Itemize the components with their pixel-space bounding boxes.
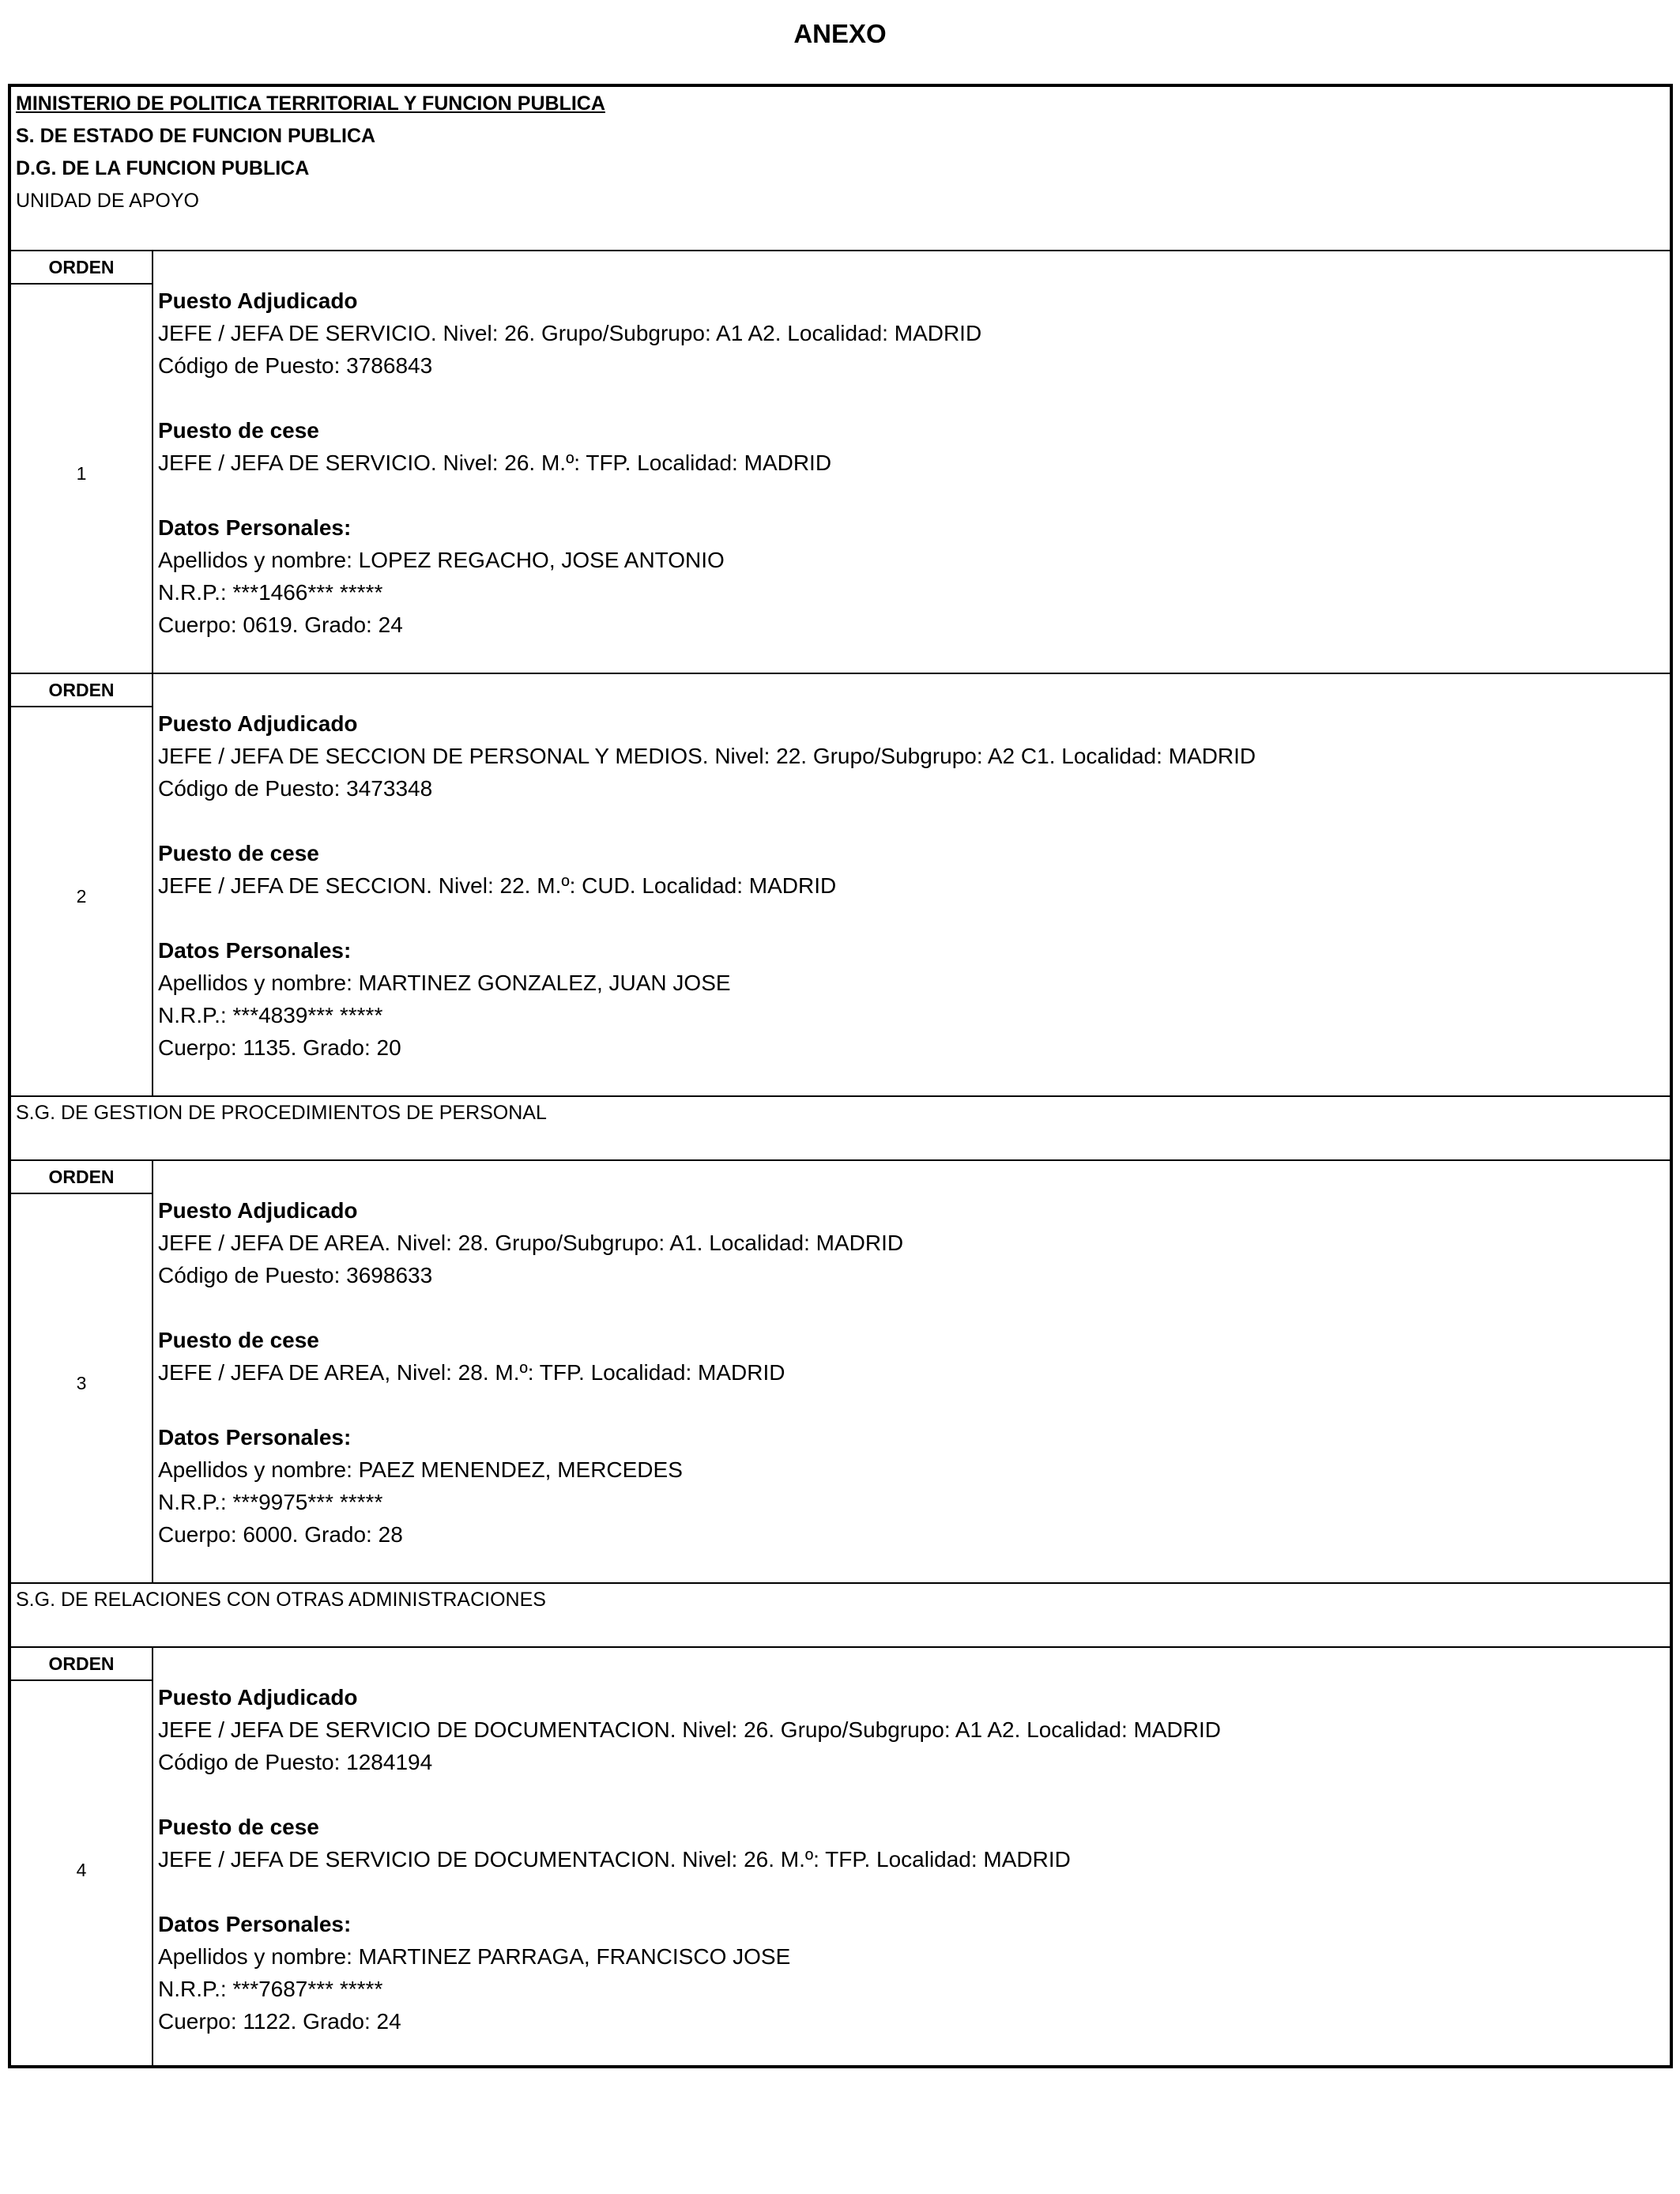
entry-content <box>158 1194 903 1551</box>
puesto-adjudicado-label: Puesto Adjudicado <box>158 1685 358 1710</box>
codigo-puesto: Código de Puesto: 1284194 <box>158 1750 433 1774</box>
puesto-adjudicado-value: JEFE / JEFA DE SERVICIO DE DOCUMENTACION. Nivel: 26. Grupo/Subgrupo: A1 A2. Localidad: MADRID <box>158 1717 1221 1742</box>
entry-row <box>11 1648 1670 2068</box>
entry-row <box>11 1161 1670 1582</box>
entry-content <box>158 1681 1221 2038</box>
nrp: N.R.P.: ***9975*** ***** <box>158 1490 383 1514</box>
puesto-adjudicado-value: JEFE / JEFA DE SECCION DE PERSONAL Y MEDIOS. Nivel: 22. Grupo/Subgrupo: A2 C1. Localidad: MADRID <box>158 744 1256 768</box>
annex-table <box>8 84 1673 2068</box>
entry-content <box>158 707 1256 1064</box>
puesto-cese-label: Puesto de cese <box>158 841 319 865</box>
puesto-adjudicado-label: Puesto Adjudicado <box>158 711 358 736</box>
datos-personales-label: Datos Personales: <box>158 1425 352 1449</box>
codigo-puesto: Código de Puesto: 3473348 <box>158 776 433 801</box>
puesto-cese-value: JEFE / JEFA DE AREA, Nivel: 28. M.º: TFP. Localidad: MADRID <box>158 1360 785 1385</box>
unidad-label: UNIDAD DE APOYO <box>16 190 199 212</box>
nrp: N.R.P.: ***1466*** ***** <box>158 580 383 605</box>
puesto-adjudicado-label: Puesto Adjudicado <box>158 288 358 313</box>
orden-header: ORDEN <box>11 251 152 285</box>
entry-content <box>158 285 981 641</box>
orden-header: ORDEN <box>11 674 152 707</box>
nrp: N.R.P.: ***7687*** ***** <box>158 1977 383 2001</box>
ministerio-label: MINISTERIO DE POLITICA TERRITORIAL Y FUNCION PUBLICA <box>16 92 605 115</box>
cuerpo-grado: Cuerpo: 6000. Grado: 28 <box>158 1522 403 1547</box>
orden-number: 1 <box>76 463 87 484</box>
apellidos-nombre: Apellidos y nombre: MARTINEZ PARRAGA, FRANCISCO JOSE <box>158 1944 791 1969</box>
subunit-header: S.G. DE GESTION DE PROCEDIMIENTOS DE PERSONAL <box>16 1102 547 1124</box>
orden-cell <box>11 251 153 673</box>
orden-number: 2 <box>76 886 87 907</box>
orden-header: ORDEN <box>11 1161 152 1194</box>
secretaria-label: S. DE ESTADO DE FUNCION PUBLICA <box>16 125 376 147</box>
datos-personales-label: Datos Personales: <box>158 515 352 540</box>
puesto-cese-value: JEFE / JEFA DE SERVICIO. Nivel: 26. M.º: TFP. Localidad: MADRID <box>158 450 832 475</box>
apellidos-nombre: Apellidos y nombre: LOPEZ REGACHO, JOSE ANTONIO <box>158 548 725 572</box>
datos-personales-label: Datos Personales: <box>158 938 352 963</box>
puesto-adjudicado-value: JEFE / JEFA DE SERVICIO. Nivel: 26. Grupo/Subgrupo: A1 A2. Localidad: MADRID <box>158 321 982 345</box>
cuerpo-grado: Cuerpo: 1135. Grado: 20 <box>158 1035 401 1060</box>
puesto-cese-label: Puesto de cese <box>158 1328 319 1352</box>
entry-row <box>11 251 1670 673</box>
subunit-header: S.G. DE RELACIONES CON OTRAS ADMINISTRACIONES <box>16 1589 546 1611</box>
puesto-cese-label: Puesto de cese <box>158 418 319 443</box>
apellidos-nombre: Apellidos y nombre: PAEZ MENENDEZ, MERCEDES <box>158 1457 683 1482</box>
puesto-cese-label: Puesto de cese <box>158 1815 319 1839</box>
cuerpo-grado: Cuerpo: 1122. Grado: 24 <box>158 2009 401 2034</box>
codigo-puesto: Código de Puesto: 3698633 <box>158 1263 433 1287</box>
orden-number: 4 <box>76 1860 87 1880</box>
puesto-cese-value: JEFE / JEFA DE SERVICIO DE DOCUMENTACION. Nivel: 26. M.º: TFP. Localidad: MADRID <box>158 1847 1071 1872</box>
orden-cell <box>11 1161 153 1582</box>
orden-cell <box>11 1648 153 2068</box>
page-title: ANEXO <box>793 19 887 48</box>
orden-number: 3 <box>76 1373 87 1393</box>
datos-personales-label: Datos Personales: <box>158 1912 352 1936</box>
divider <box>11 1582 1670 1584</box>
nrp: N.R.P.: ***4839*** ***** <box>158 1003 383 1027</box>
divider <box>11 1095 1670 1097</box>
puesto-adjudicado-value: JEFE / JEFA DE AREA. Nivel: 28. Grupo/Subgrupo: A1. Localidad: MADRID <box>158 1231 904 1255</box>
orden-header: ORDEN <box>11 1648 152 1681</box>
direccion-label: D.G. DE LA FUNCION PUBLICA <box>16 157 310 179</box>
codigo-puesto: Código de Puesto: 3786843 <box>158 353 433 378</box>
apellidos-nombre: Apellidos y nombre: MARTINEZ GONZALEZ, JUAN JOSE <box>158 971 731 995</box>
entry-row <box>11 674 1670 1095</box>
puesto-cese-value: JEFE / JEFA DE SECCION. Nivel: 22. M.º: CUD. Localidad: MADRID <box>158 873 837 898</box>
cuerpo-grado: Cuerpo: 0619. Grado: 24 <box>158 613 403 637</box>
puesto-adjudicado-label: Puesto Adjudicado <box>158 1198 358 1223</box>
orden-cell <box>11 674 153 1095</box>
